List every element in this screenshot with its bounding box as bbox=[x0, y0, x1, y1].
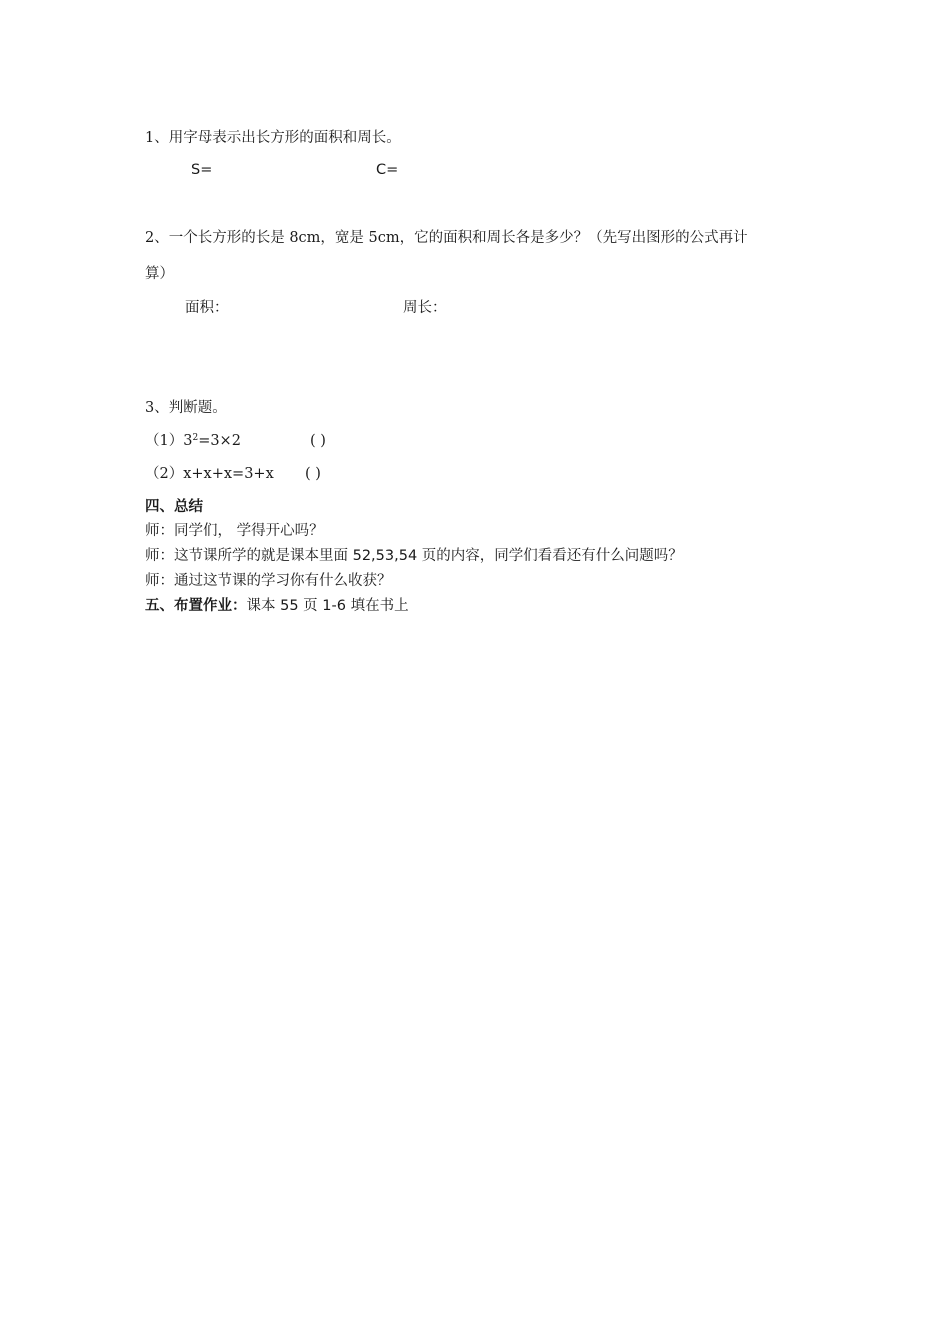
item-1-answer-parentheses: ( ) bbox=[310, 433, 326, 449]
true-false-item-1 bbox=[145, 431, 241, 451]
item-1-exponent: 2 bbox=[192, 433, 199, 443]
question-1: 1、用字母表示出长方形的面积和周长。 bbox=[145, 130, 401, 146]
summary-line-1: 师：同学们， 学得开心吗？ bbox=[145, 523, 324, 539]
section-5-heading: 五、布置作业： bbox=[145, 598, 247, 614]
summary-line-2: 师：这节课所学的就是课本里面 52,53,54 页的内容，同学们看看还有什么问题吗？ bbox=[145, 548, 683, 564]
item-1-rest: =3×2 bbox=[198, 433, 241, 449]
item-2-answer-parentheses: ( ) bbox=[305, 466, 321, 482]
area-answer-label: 面积： bbox=[185, 300, 229, 316]
homework-text: 课本 55 页 1-6 填在书上 bbox=[246, 598, 409, 614]
summary-line-3: 师：通过这节课的学习你有什么收获？ bbox=[145, 573, 392, 589]
perimeter-formula-label: C= bbox=[376, 162, 399, 178]
item-1-prefix: （1）3 bbox=[145, 433, 193, 449]
question-3: 3、判断题。 bbox=[145, 400, 227, 416]
section-4-heading: 四、总结 bbox=[145, 499, 203, 515]
question-2-line-1: 2、一个长方形的长是 8cm，宽是 5cm，它的面积和周长各是多少？（先写出图形的公式再计 bbox=[145, 230, 748, 246]
section-5 bbox=[145, 596, 409, 616]
true-false-item-2: （2）x+x+x=3+x bbox=[145, 466, 274, 482]
perimeter-answer-label: 周长： bbox=[403, 300, 447, 316]
question-2-line-2: 算） bbox=[145, 266, 174, 282]
area-formula-label: S= bbox=[191, 162, 213, 178]
